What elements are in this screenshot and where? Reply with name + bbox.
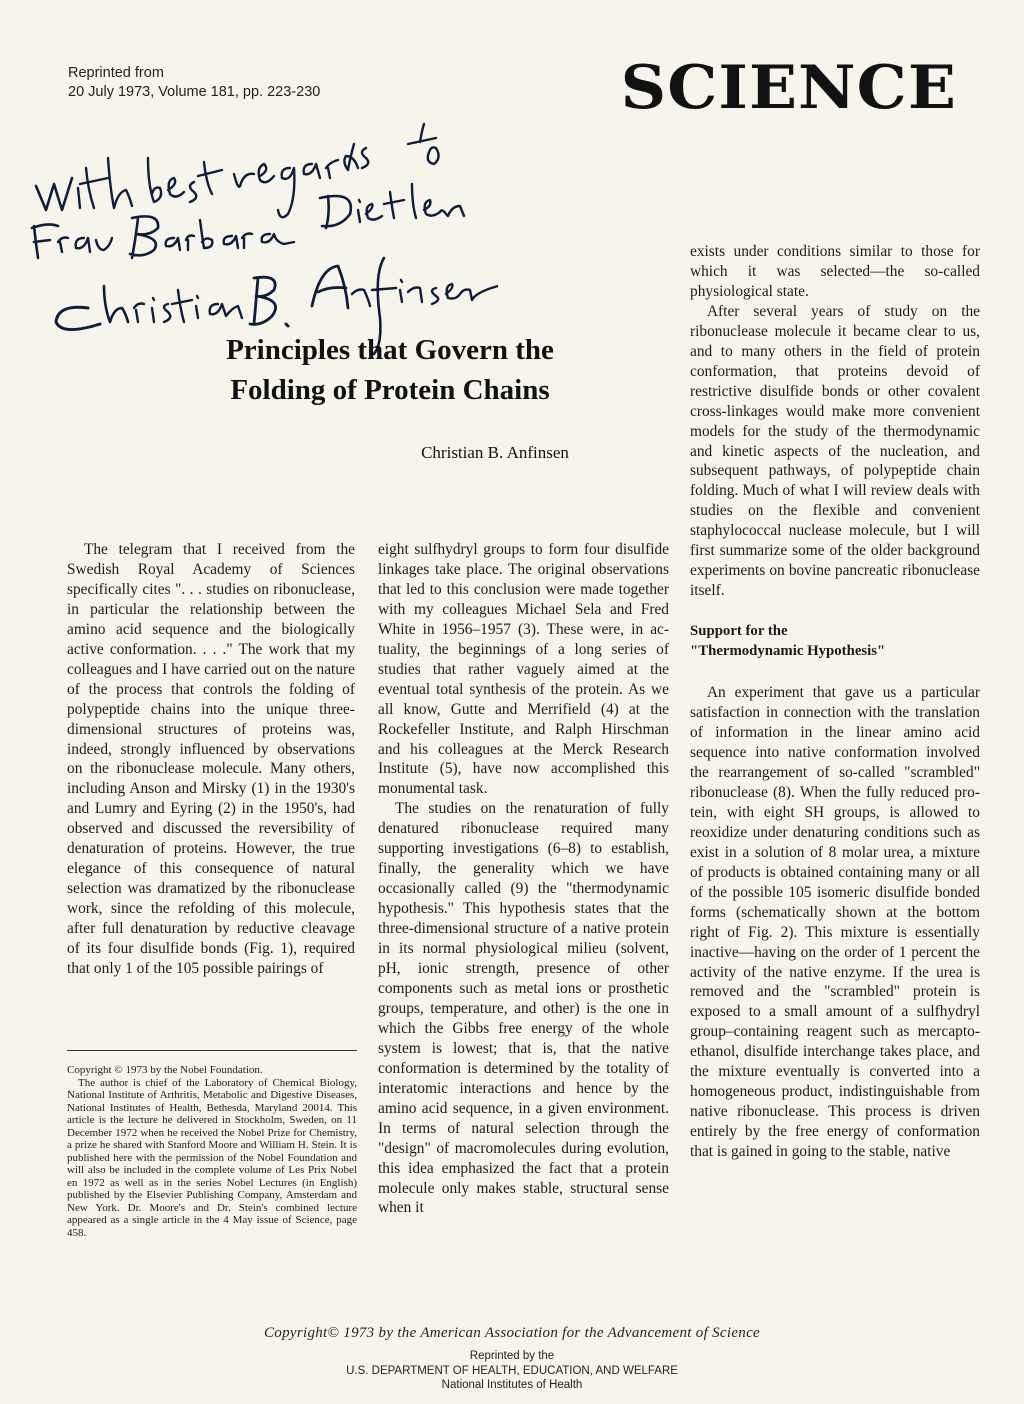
- footnote-divider: [67, 1050, 357, 1051]
- footer-copyright: Copyright© 1973 by the American Association for the Advancement of Science: [263, 1325, 760, 1341]
- handwritten-inscription: [28, 118, 498, 358]
- col1-paragraph-1: The telegram that I received from the Swedish Royal Academy of Sciences specifically cites ". . . studies on ribonuclease, in particular the relationship between the amino acid sequence and the biologically active conformation. . . ." The work that my colleagues and I have carried out on the nature of the process that controls the folding of polypeptide chains into the unique three-dimensional structures of proteins was, indeed, strongly influenced by observations on the ribonuclease molecule. Many others, including Anson and Mirsky (1) in the 1930's and Lumry and Eyring (2) in the 1950's, had observed and discussed the reversibility of denaturation of proteins. However, the true elegance of this consequence of natural selection was dramatized by the ribonuclease work, since the refolding of this molecule, after full denaturation by reductive cleavage of its four disulfide bonds (Fig. 1), required that only 1 of the 105 possible pairings of: [67, 541, 355, 978]
- footnote-copyright: Copyright © 1973 by the Nobel Foundation.: [67, 1064, 263, 1076]
- section-heading-line-1: Support for the: [690, 623, 788, 640]
- col3-paragraph-2: After several years of study on the ribonuclease molecule it became clear to us, and to many others in the field of protein conformation, that proteins devoid of restrictive disulfide bonds or other covalent cross-linkages would make more convenient models for the study of the thermodynamic and kinetic aspects of the nucleation, and subsequent pathways, of polypeptide chain folding. Much of what I will review deals with studies on the flexible and convenient staphylococcal nuclease molecule, but I will first summarize some of the older background experiments on bovine pancreatic ribonuclease itself.: [690, 302, 980, 600]
- footer-reprint: [0, 1349, 1024, 1393]
- col2-paragraph-2: The studies on the renaturation of fully denatured ribonuclease required many supporting investigations (6–8) to establish, finally, the generality which we have occasionally called (9) the "thermodynamic hypothesis." This hypothesis states that the three-dimensional structure of a native protein in its normal physiological milieu (solvent, pH, ionic strength, presence of other components such as metal ions or prosthetic groups, temperature, and other) is the one in which the Gibbs free energy of the whole system is lowest; that is, that the native conformation is determined by the totality of interatomic interactions and hence by the amino acid sequence, in a given environment. In terms of natural selection through the "design" of macromolecules during evolution, this idea emphasized the fact that a protein molecule only makes stable, structural sense when it: [378, 800, 669, 1217]
- journal-masthead: SCIENCE: [620, 53, 957, 123]
- title-line-1: Principles that Govern the: [226, 334, 554, 366]
- reprint-notice: [68, 64, 398, 102]
- reprint-line-2: 20 July 1973, Volume 181, pp. 223-230: [68, 84, 321, 100]
- footer-line-2: U.S. DEPARTMENT OF HEALTH, EDUCATION, AND WELFARE: [346, 1364, 678, 1377]
- column-1: [67, 540, 355, 979]
- article-title: [180, 330, 600, 410]
- title-line-2: Folding of Protein Chains: [230, 374, 550, 406]
- footnote-body: The author is chief of the Laboratory of Chemical Biology, National Institute of Arthritis, Metabolic and Digestive Diseases, National Institutes of Health, Bethesda, Maryland 20014. This article is the lecture he delivered in Stockholm, Sweden, on 11 December 1972 when he received the Nobel Prize for Chemistry, a prize he shared with Stanford Moore and William H. Stein. It is published here with the permission of the Nobel Foundation and will also be included in the complete volume of Les Prix Nobel en 1972 as well as in the series Nobel Lectures (in English) published by the Elsevier Publishing Company, Amsterdam and New York. Dr. Moore's and Dr. Stein's combined lecture appeared as a single article in the 4 May issue of Science, page 458.: [67, 1076, 357, 1239]
- column-3: [690, 242, 980, 1162]
- reprint-line-1: Reprinted from: [68, 65, 164, 81]
- footer-line-3: National Institutes of Health: [441, 1379, 583, 1391]
- column-2: [378, 540, 669, 1218]
- footer-line-1: Reprinted by the: [469, 1350, 555, 1362]
- footnote: [67, 1064, 357, 1239]
- author-byline: Christian B. Anfinsen: [421, 443, 569, 462]
- section-heading: [690, 621, 980, 661]
- section-heading-line-2: "Thermodynamic Hypothesis": [690, 643, 886, 660]
- col3-paragraph-3: An experiment that gave us a particular satisfaction in connection with the translation of information in the linear amino acid sequence into native conformation involved the rearrangement of so-called "scrambled" ribonuclease (8). When the fully reduced protein, with eight SH groups, is allowed to reoxidize under denaturing conditions such as exist in a solution of 8 molar urea, a mixture of products is obtained containing many or all of the possible 105 isomeric disulfide bonded forms (schematically shown at the bottom right of Fig. 2). This mixture is essentially inactive—having on the order of 1 percent the activity of the native enzyme. If the urea is removed and the "scrambled" protein is exposed to a small amount of a sulfhydryl group–containing reagent such as mercaptoethanol, disulfide interchange takes place, and the mixture eventually is converted into a homogeneous product, indistinguishable from native ribonuclease. This process is driven entirely by the free energy of conformation that is gained in going to the stable, native: [690, 684, 980, 1161]
- col3-paragraph-1: exists under conditions similar to those for which it was selected—the so-called physiological state.: [690, 243, 980, 300]
- col2-paragraph-1: eight sulfhydryl groups to form four disulfide linkages take place. The original observations that led to this conclusion were made together with my colleagues Michael Sela and Fred White in 1956–1957 (3). These were, in actuality, the beginnings of a long series of studies that rather vaguely aimed at the eventual total synthesis of the protein. As we all know, Gutte and Merrifield (4) at the Rockefeller Institute, and Ralph Hirschman and his colleagues at the Merck Research Institute (5), have now accomplished this monumental task.: [378, 541, 669, 798]
